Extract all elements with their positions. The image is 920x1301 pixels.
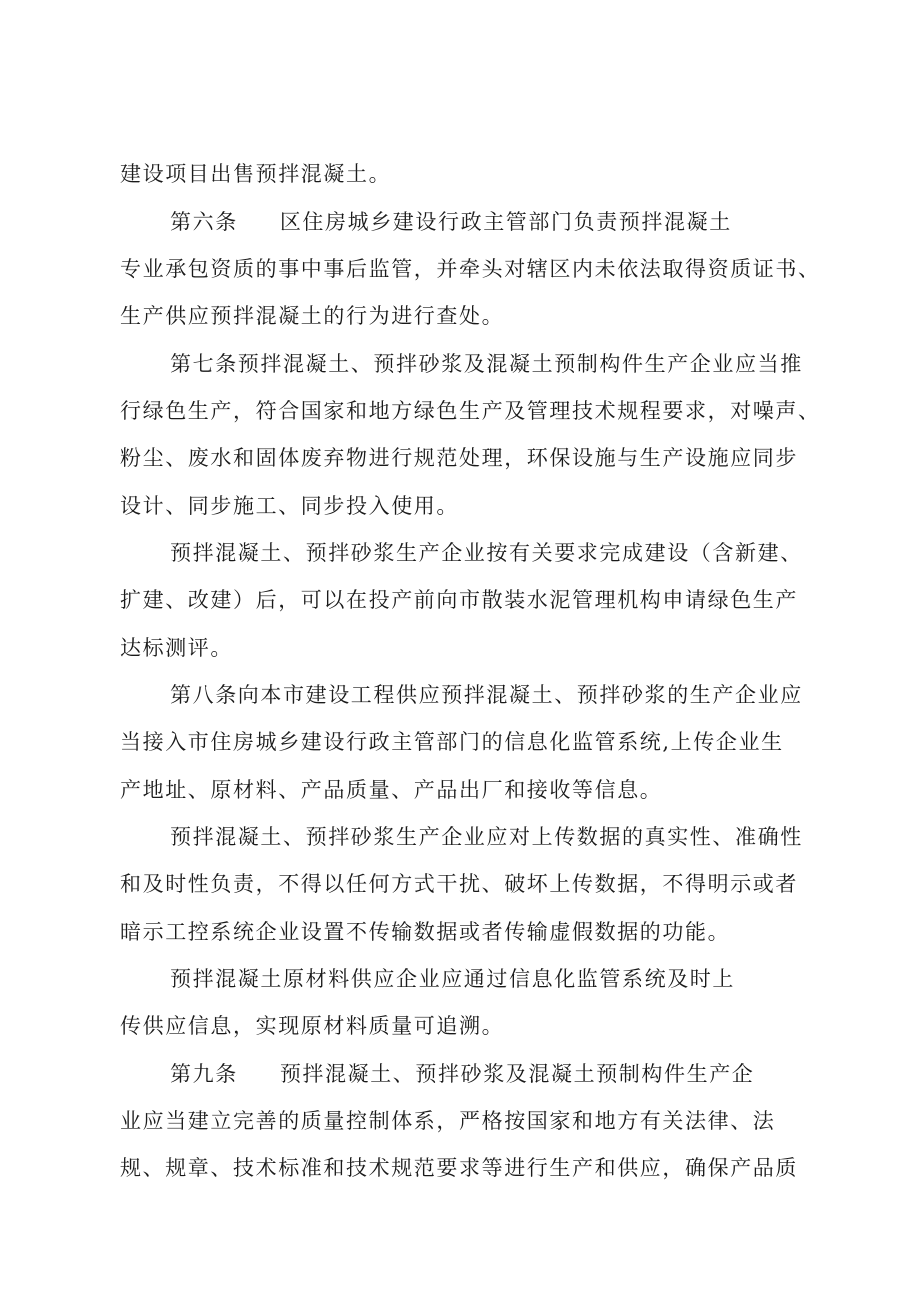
text-line: 暗示工控系统企业设置不传输数据或者传输虚假数据的功能。 <box>120 920 731 944</box>
text-line: 当接入市住房城乡建设行政主管部门的信息化监管系统,上传企业生 <box>120 730 784 754</box>
text-line: 设计、同步施工、同步投入使用。 <box>120 494 459 518</box>
text-line: 预拌混凝土、预拌砂浆生产企业应对上传数据的真实性、准确性 <box>170 825 803 849</box>
text-line: 生产供应预拌混凝土的行为进行查处。 <box>120 304 505 328</box>
text-line: 规、规章、技术标准和技术规范要求等进行生产和供应，确保产品质 <box>120 1156 798 1180</box>
text-line: 专业承包资质的事中事后监管，并牵头对辖区内未依法取得资质证书、 <box>120 257 821 281</box>
text-line: 行绿色生产，符合国家和地方绿色生产及管理技术规程要求，对噪声、 <box>120 399 821 423</box>
text-line: 扩建、改建）后，可以在投产前向市散装水泥管理机构申请绿色生产 <box>120 588 798 612</box>
article-9-first-line <box>170 1059 754 1089</box>
text-line: 业应当建立完善的质量控制体系，严格按国家和地方有关法律、法 <box>120 1109 776 1133</box>
article-6-first-line <box>170 207 732 237</box>
text-line: 产地址、原材料、产品质量、产品出厂和接收等信息。 <box>120 778 663 802</box>
text-line: 预拌混凝土原材料供应企业应通过信息化监管系统及时上 <box>170 967 735 991</box>
text-line: 和及时性负责，不得以任何方式干扰、破坏上传数据，不得明示或者 <box>120 872 798 896</box>
text-line: 传供应信息，实现原材料质量可追溯。 <box>120 1014 505 1038</box>
text-line: 达标测评。 <box>120 636 233 660</box>
text-line: 预拌混凝土、预拌砂浆生产企业按有关要求完成建设（含新建、 <box>170 541 803 565</box>
text-line: 第七条预拌混凝土、预拌砂浆及混凝土预制构件生产企业应当推 <box>170 352 803 376</box>
text-line: 第八条向本市建设工程供应预拌混凝土、预拌砂浆的生产企业应 <box>170 683 803 707</box>
article-heading: 第六条 <box>170 210 238 234</box>
text-line: 粉尘、废水和固体废弃物进行规范处理，环保设施与生产设施应同步 <box>120 446 798 470</box>
text-line: 建设项目出售预拌混凝土。 <box>120 162 392 186</box>
text-line: 预拌混凝土、预拌砂浆及混凝土预制构件生产企 <box>279 1062 755 1086</box>
text-line: 区住房城乡建设行政主管部门负责预拌混凝土 <box>279 210 732 234</box>
article-heading: 第九条 <box>170 1062 238 1086</box>
